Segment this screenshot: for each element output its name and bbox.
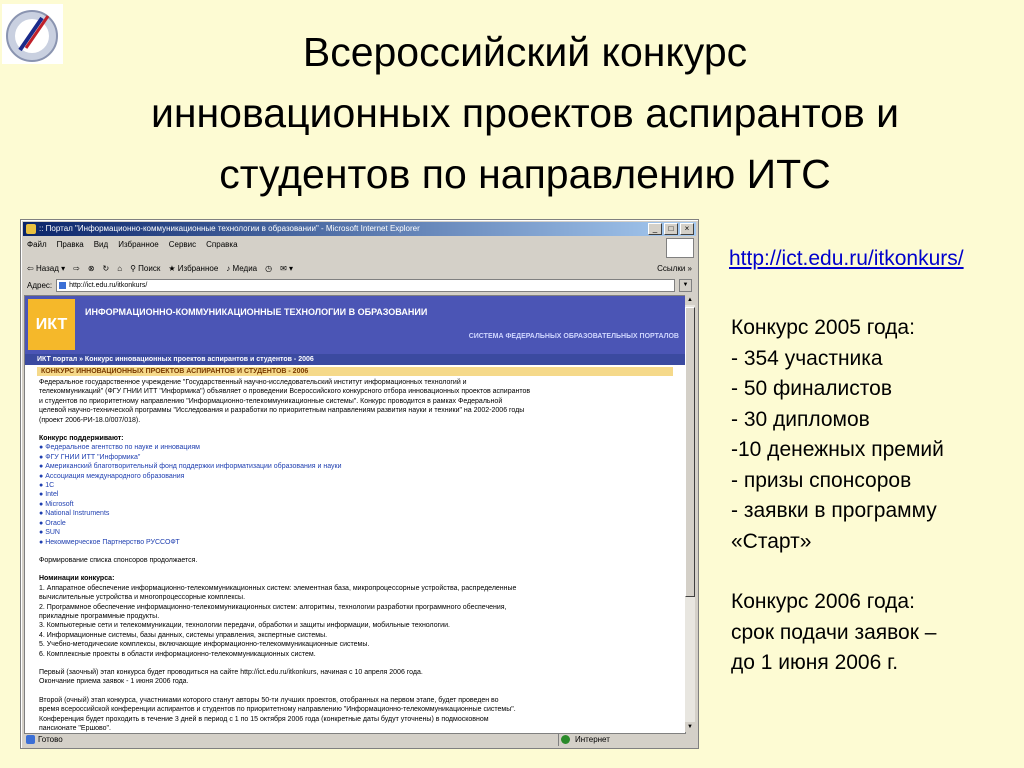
history-icon[interactable]: ◷ [265, 263, 273, 273]
menu-tools[interactable]: Сервис [168, 240, 197, 249]
menu-edit[interactable]: Правка [56, 240, 84, 249]
media-button[interactable]: ♪ Медиа [226, 263, 258, 273]
facts-line: срок подачи заявок – [731, 620, 937, 644]
facts-line: до 1 июня 2006 г. [731, 651, 899, 674]
back-label: Назад [35, 263, 59, 273]
supporter-link[interactable]: ● Microsoft [39, 500, 671, 509]
contest-url-link[interactable]: http://ict.edu.ru/itkonkurs/ [729, 247, 964, 270]
slide-title-line: инновационных проектов аспирантов и [150, 90, 900, 136]
intro-line: (проект 2006-РИ-18.0/007/018). [39, 416, 141, 424]
slide-title [40, 22, 1010, 205]
facts-line: -10 денежных премий [731, 438, 944, 461]
portal-title: ИНФОРМАЦИОННО-КОММУНИКАЦИОННЫЕ ТЕХНОЛОГИИ В ОБРАЗОВАНИИ [85, 307, 428, 317]
ikt-logo: ИКТ [28, 299, 75, 350]
stop-icon[interactable]: ⊗ [87, 263, 95, 273]
supporter-link[interactable]: ● 1С [39, 481, 671, 490]
vertical-scrollbar[interactable] [685, 295, 695, 732]
browser-toolbar [27, 260, 692, 276]
scroll-thumb[interactable] [685, 307, 695, 597]
supporter-link[interactable]: ● Ассоциация международного образования [39, 472, 671, 481]
facts-line: «Старт» [731, 529, 812, 553]
address-label: Адрес: [27, 280, 53, 290]
nomination-line: 4. Информационные системы, базы данных, системы управления, экспертные системы. [39, 631, 328, 639]
contest-facts [731, 313, 944, 679]
page-heading: КОНКУРС ИННОВАЦИОННЫХ ПРОЕКТОВ АСПИРАНТОВ И СТУДЕНТОВ - 2006 [37, 367, 673, 376]
favorites-label: Избранное [177, 263, 219, 273]
intro-line: телекоммуникаций" (ФГУ ГНИИ ИТТ "Информика") объявляет о проведении Всероссийского конкурсного отбора инновационных проектов аспирантов [39, 388, 531, 396]
media-label: Медиа [232, 263, 258, 273]
windows-flag-icon [666, 238, 694, 258]
address-dropdown-icon[interactable]: ▼ [679, 279, 692, 292]
breadcrumb[interactable]: ИКТ портал » Конкурс инновационных проектов аспирантов и студентов - 2006 [25, 354, 685, 365]
minimize-button[interactable]: _ [648, 223, 662, 235]
menu-help[interactable]: Справка [206, 240, 238, 249]
facts-line: - 50 финалистов [731, 377, 893, 400]
facts-line: Конкурс 2006 года: [731, 590, 915, 613]
sponsors-note: Формирование списка спонсоров продолжается. [39, 556, 198, 564]
nomination-line: вычислительные устройства и многопроцессорные комплексы. [39, 594, 246, 602]
menu-file[interactable]: Файл [27, 240, 47, 249]
back-button[interactable]: ⇦ Назад ▾ [27, 263, 66, 273]
stage2-line: Конференция будет проходить в течение 3 дней в период с 1 по 15 октября 2006 года (конкретные даты будут уточнены) в подмосковном [39, 715, 489, 723]
ie-icon [26, 224, 36, 234]
facts-line: - заявки в программу [731, 499, 937, 522]
nomination-line: 6. Комплексные проекты в области информационно-телекоммуникационных систем. [39, 650, 316, 658]
slide-title-line: Всероссийский конкурс [302, 29, 748, 75]
menu-bar [27, 240, 238, 249]
stage2-line: время всероссийской конференции аспирантов и студентов по приоритетному направлению "Информационно-телекоммуникационные системы". [39, 706, 516, 714]
mail-icon[interactable]: ✉ ▾ [280, 263, 294, 273]
links-label: Ссылки [657, 263, 686, 273]
intro-line: и студентов по приоритетному направлению "Информационно-телекоммуникационные системы". Конкурс проводится в рамках Федеральной [39, 397, 503, 405]
status-bar [24, 733, 695, 746]
refresh-icon[interactable]: ↻ [102, 263, 110, 273]
status-text: Готово [24, 733, 558, 746]
supporter-link[interactable]: ● Oracle [39, 519, 671, 528]
browser-title: :: Портал "Информационно-коммуникационные технологии в образовании" - Microsoft Internet Explorer [39, 224, 420, 233]
supporter-link[interactable]: ● Федеральное агентство по науке и инновациям [39, 443, 671, 452]
facts-line: Конкурс 2005 года: [731, 316, 915, 339]
facts-line: - призы спонсоров [731, 468, 912, 492]
portal-subtitle: СИСТЕМА ФЕДЕРАЛЬНЫХ ОБРАЗОВАТЕЛЬНЫХ ПОРТАЛОВ [468, 333, 679, 340]
stage1-line: Первый (заочный) этап конкурса будет проводиться на сайте http://ict.edu.ru/itkonkurs, начиная с 10 апреля 2006 года. [39, 668, 423, 676]
nomination-line: 3. Компьютерные сети и телекоммуникации, технологии передачи, обработки и защиты информации, мобильные технологии. [39, 622, 450, 630]
nominations-heading: Номинации конкурса: [39, 575, 115, 583]
address-input[interactable]: http://ict.edu.ru/itkonkurs/ [56, 279, 675, 292]
stage2-line: Второй (очный) этап конкурса, участниками которого станут авторы 50-ти лучших проектов, отобранных на первом этапе, будет проведен во [39, 696, 499, 704]
forward-icon[interactable]: ⇨ [73, 263, 80, 273]
home-icon[interactable]: ⌂ [117, 263, 123, 273]
facts-line: - 354 участника [731, 346, 883, 370]
supporter-link[interactable]: ● Intel [39, 490, 671, 499]
supporter-link[interactable]: ● ФГУ ГНИИ ИТТ "Информика" [39, 453, 671, 462]
search-label: Поиск [138, 263, 161, 273]
stage2-line: пансионате "Ершово". [39, 725, 111, 732]
portal-banner [25, 296, 685, 354]
menu-favorites[interactable]: Избранное [118, 240, 159, 249]
supporters-heading: Конкурс поддерживают: [39, 435, 124, 443]
supporter-link[interactable]: ● SUN [39, 528, 671, 537]
status-zone: Интернет [558, 733, 695, 746]
supporter-link[interactable]: ● Американский благотворительный фонд поддержки информатизации образования и науки [39, 462, 671, 471]
page-viewport [24, 295, 686, 734]
nomination-line: 2. Программное обеспечение информационно-телекоммуникационных систем: алгоритмы, технологии разработки программного обеспечения, [39, 603, 507, 611]
supporter-link[interactable]: ● National Instruments [39, 509, 671, 518]
nomination-line: 1. Аппаратное обеспечение информационно-телекоммуникационных систем: элементная база, микропроцессорные устройства, распределенные [39, 584, 517, 592]
browser-titlebar [23, 222, 696, 236]
intro-line: Федеральное государственное учреждение "Государственный научно-исследовательский институт информационных технологий и [39, 379, 467, 386]
links-button[interactable]: Ссылки » [657, 263, 692, 273]
supporter-link[interactable]: ● Некоммерческое Партнерство РУССОФТ [39, 538, 671, 547]
nomination-line: прикладные программные продукты. [39, 612, 160, 620]
scroll-up-icon[interactable]: ▲ [685, 295, 695, 305]
favorites-button[interactable]: ★ Избранное [168, 263, 219, 273]
scroll-down-icon[interactable]: ▼ [685, 722, 695, 732]
intro-line: целевой научно-технической программы "Исследования и разработки по приоритетным направлениям развития науки и техники" на 2002-2006 годы [39, 407, 525, 415]
page-body [25, 376, 685, 734]
maximize-button[interactable]: □ [664, 223, 678, 235]
slide-title-line: студентов по направлению ИТС [219, 151, 831, 197]
browser-window [20, 219, 699, 749]
facts-line: - 30 дипломов [731, 407, 870, 431]
address-bar [27, 278, 692, 292]
menu-view[interactable]: Вид [93, 240, 109, 249]
search-button[interactable]: ⚲ Поиск [130, 263, 161, 273]
close-button[interactable]: × [680, 223, 694, 235]
stage1-line: Окончание приема заявок - 1 июня 2006 года. [39, 678, 189, 686]
nomination-line: 5. Учебно-методические комплексы, включающие информационно-телекоммуникационные системы. [39, 641, 370, 649]
